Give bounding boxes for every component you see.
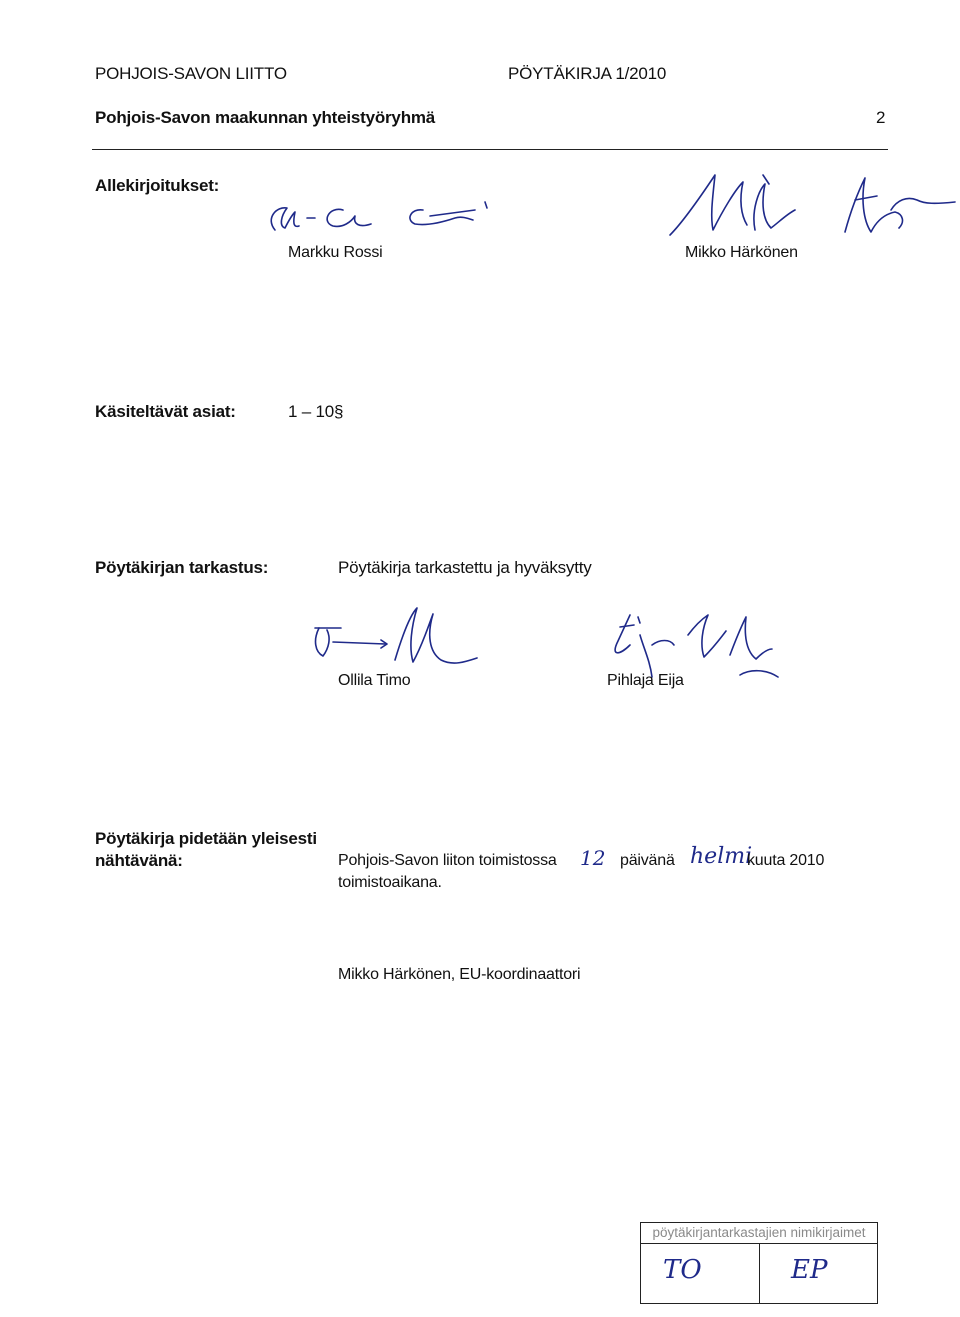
page-number: 2 [876,108,886,127]
initials-box-label: pöytäkirjantarkastajien nimikirjaimet [641,1223,877,1244]
items-handled-label: Käsiteltävät asiat: [95,402,236,421]
signature-mikko-harkonen [655,170,960,245]
section-symbol: § [334,402,344,421]
body-name: Pohjois-Savon maakunnan yhteistyöryhmä [95,108,436,127]
public-display-label-line2: nähtävänä: [95,851,183,870]
signature-markku-rossi [255,188,525,243]
reviewer-name-1: Ollila Timo [338,672,411,689]
signature-ollila-timo [305,600,485,675]
signer-name-2: Mikko Härkönen [685,244,798,261]
initials-box [640,1222,878,1304]
public-display-text-line2: toimistoaikana. [338,874,442,891]
items-handled-range: 1 – 10 [288,402,335,421]
public-display-text-part3: kuuta 2010 [747,852,825,869]
reviewer-name-2: Pihlaja Eija [607,672,684,689]
public-display-text-part2: päivänä [620,852,675,869]
signer-name-1: Markku Rossi [288,244,383,261]
handwritten-month: helmi [690,844,753,869]
initials-reviewer-2: EP [791,1255,828,1285]
header-divider [92,149,888,150]
initials-box-divider [759,1243,760,1303]
review-statement: Pöytäkirja tarkastettu ja hyväksytty [338,558,592,577]
document-id: PÖYTÄKIRJA 1/2010 [508,64,667,83]
handwritten-day: 12 [580,846,606,870]
organization-name: POHJOIS-SAVON LIITTO [95,64,287,83]
public-display-label-line1: Pöytäkirja pidetään yleisesti [95,829,317,848]
attestation-signer: Mikko Härkönen, EU-koordinaattori [338,966,581,983]
public-display-text-part1: Pohjois-Savon liiton toimistossa [338,852,557,869]
signatures-heading: Allekirjoitukset: [95,176,220,195]
initials-reviewer-1: TO [663,1255,702,1285]
review-label: Pöytäkirjan tarkastus: [95,558,269,577]
signature-pihlaja-eija [590,605,790,680]
